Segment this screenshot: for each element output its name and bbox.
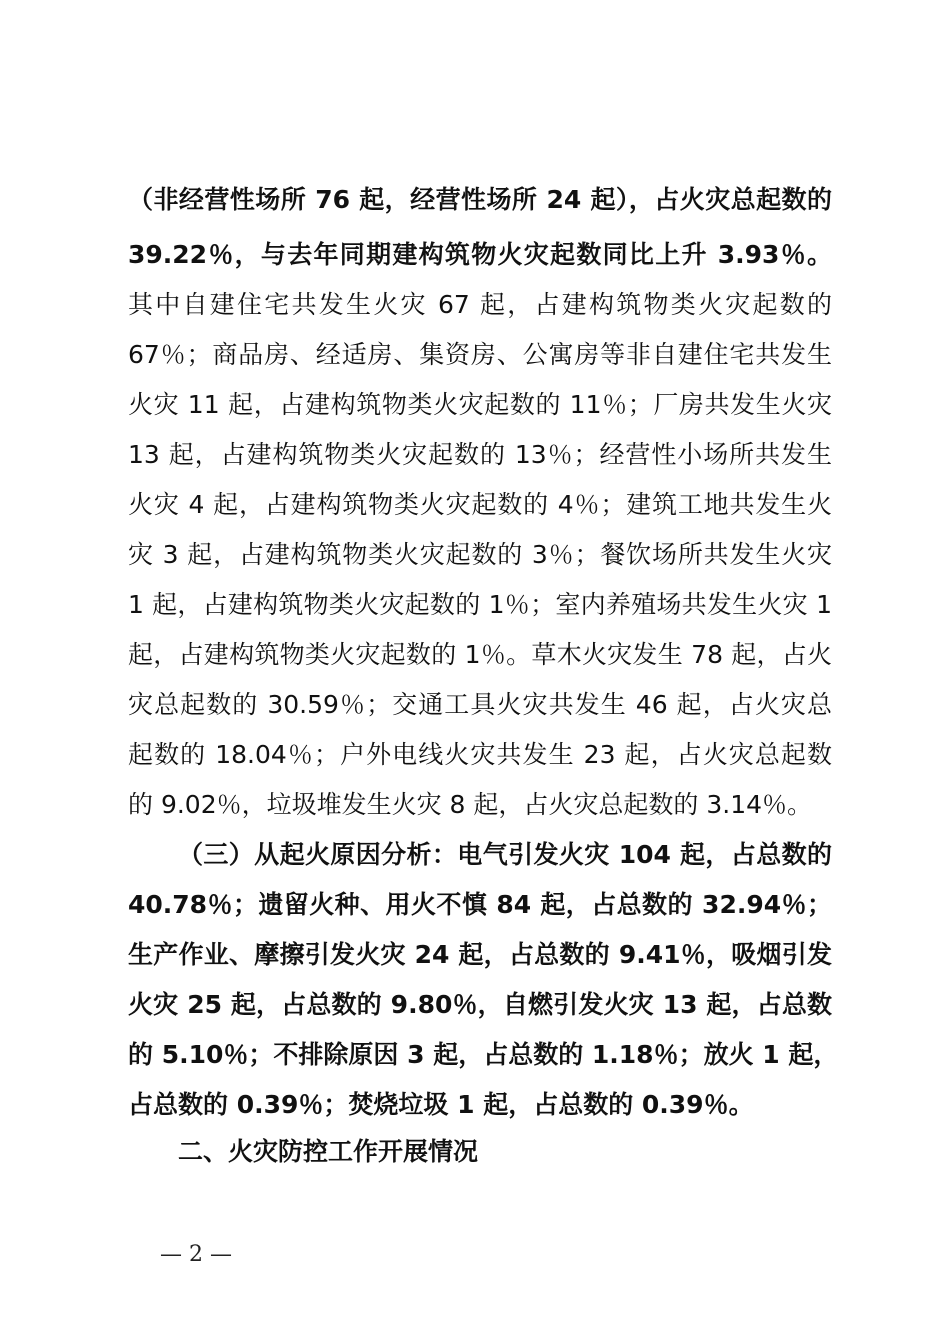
body-text-line: 灾 3 起，占建构筑物类火灾起数的 3％；餐饮场所共发生火灾	[128, 540, 832, 569]
body-text-line: 的 5.10％；不排除原因 3 起，占总数的 1.18％；放火 1 起，	[128, 1040, 839, 1069]
page-number: — 2 —	[160, 1242, 232, 1267]
section-heading: 二、火灾防控工作开展情况	[178, 1137, 479, 1166]
body-text-line: 起，占建构筑物类火灾起数的 1％。草木火灾发生 78 起，占火	[128, 640, 832, 669]
body-text-line: 生产作业、摩擦引发火灾 24 起，占总数的 9.41％，吸烟引发	[128, 940, 832, 969]
body-text-line: 火灾 25 起，占总数的 9.80％，自燃引发火灾 13 起，占总数	[128, 990, 832, 1019]
body-text-line: 火灾 4 起，占建构筑物类火灾起数的 4％；建筑工地共发生火	[128, 490, 832, 519]
body-text-line: 起数的 18.04％；户外电线火灾共发生 23 起，占火灾总起数	[128, 740, 832, 769]
body-text-line: （非经营性场所 76 起，经营性场所 24 起），占火灾总起数的	[128, 185, 832, 214]
body-text-line: 占总数的 0.39％；焚烧垃圾 1 起，占总数的 0.39％。	[128, 1090, 754, 1119]
body-text-line: 67％；商品房、经适房、集资房、公寓房等非自建住宅共发生	[128, 340, 832, 369]
body-text-line: 39.22％，与去年同期建构筑物火灾起数同比上升 3.93％。	[128, 240, 832, 269]
body-text-line: 火灾 11 起，占建构筑物类火灾起数的 11％；厂房共发生火灾	[128, 390, 832, 419]
body-text-line: 40.78％；遗留火种、用火不慎 84 起，占总数的 32.94％；	[128, 890, 832, 919]
body-text-line: 的 9.02％，垃圾堆发生火灾 8 起，占火灾总起数的 3.14％。	[128, 790, 813, 819]
body-text-line: 灾总起数的 30.59％；交通工具火灾共发生 46 起，占火灾总	[128, 690, 832, 719]
body-text-line: 1 起，占建构筑物类火灾起数的 1％；室内养殖场共发生火灾 1	[128, 590, 832, 619]
body-text-line: 其中自建住宅共发生火灾 67 起，占建构筑物类火灾起数的	[128, 290, 832, 319]
body-text-line: 13 起，占建构筑物类火灾起数的 13％；经营性小场所共发生	[128, 440, 832, 469]
body-text-line: （三）从起火原因分析：电气引发火灾 104 起，占总数的	[178, 840, 832, 869]
